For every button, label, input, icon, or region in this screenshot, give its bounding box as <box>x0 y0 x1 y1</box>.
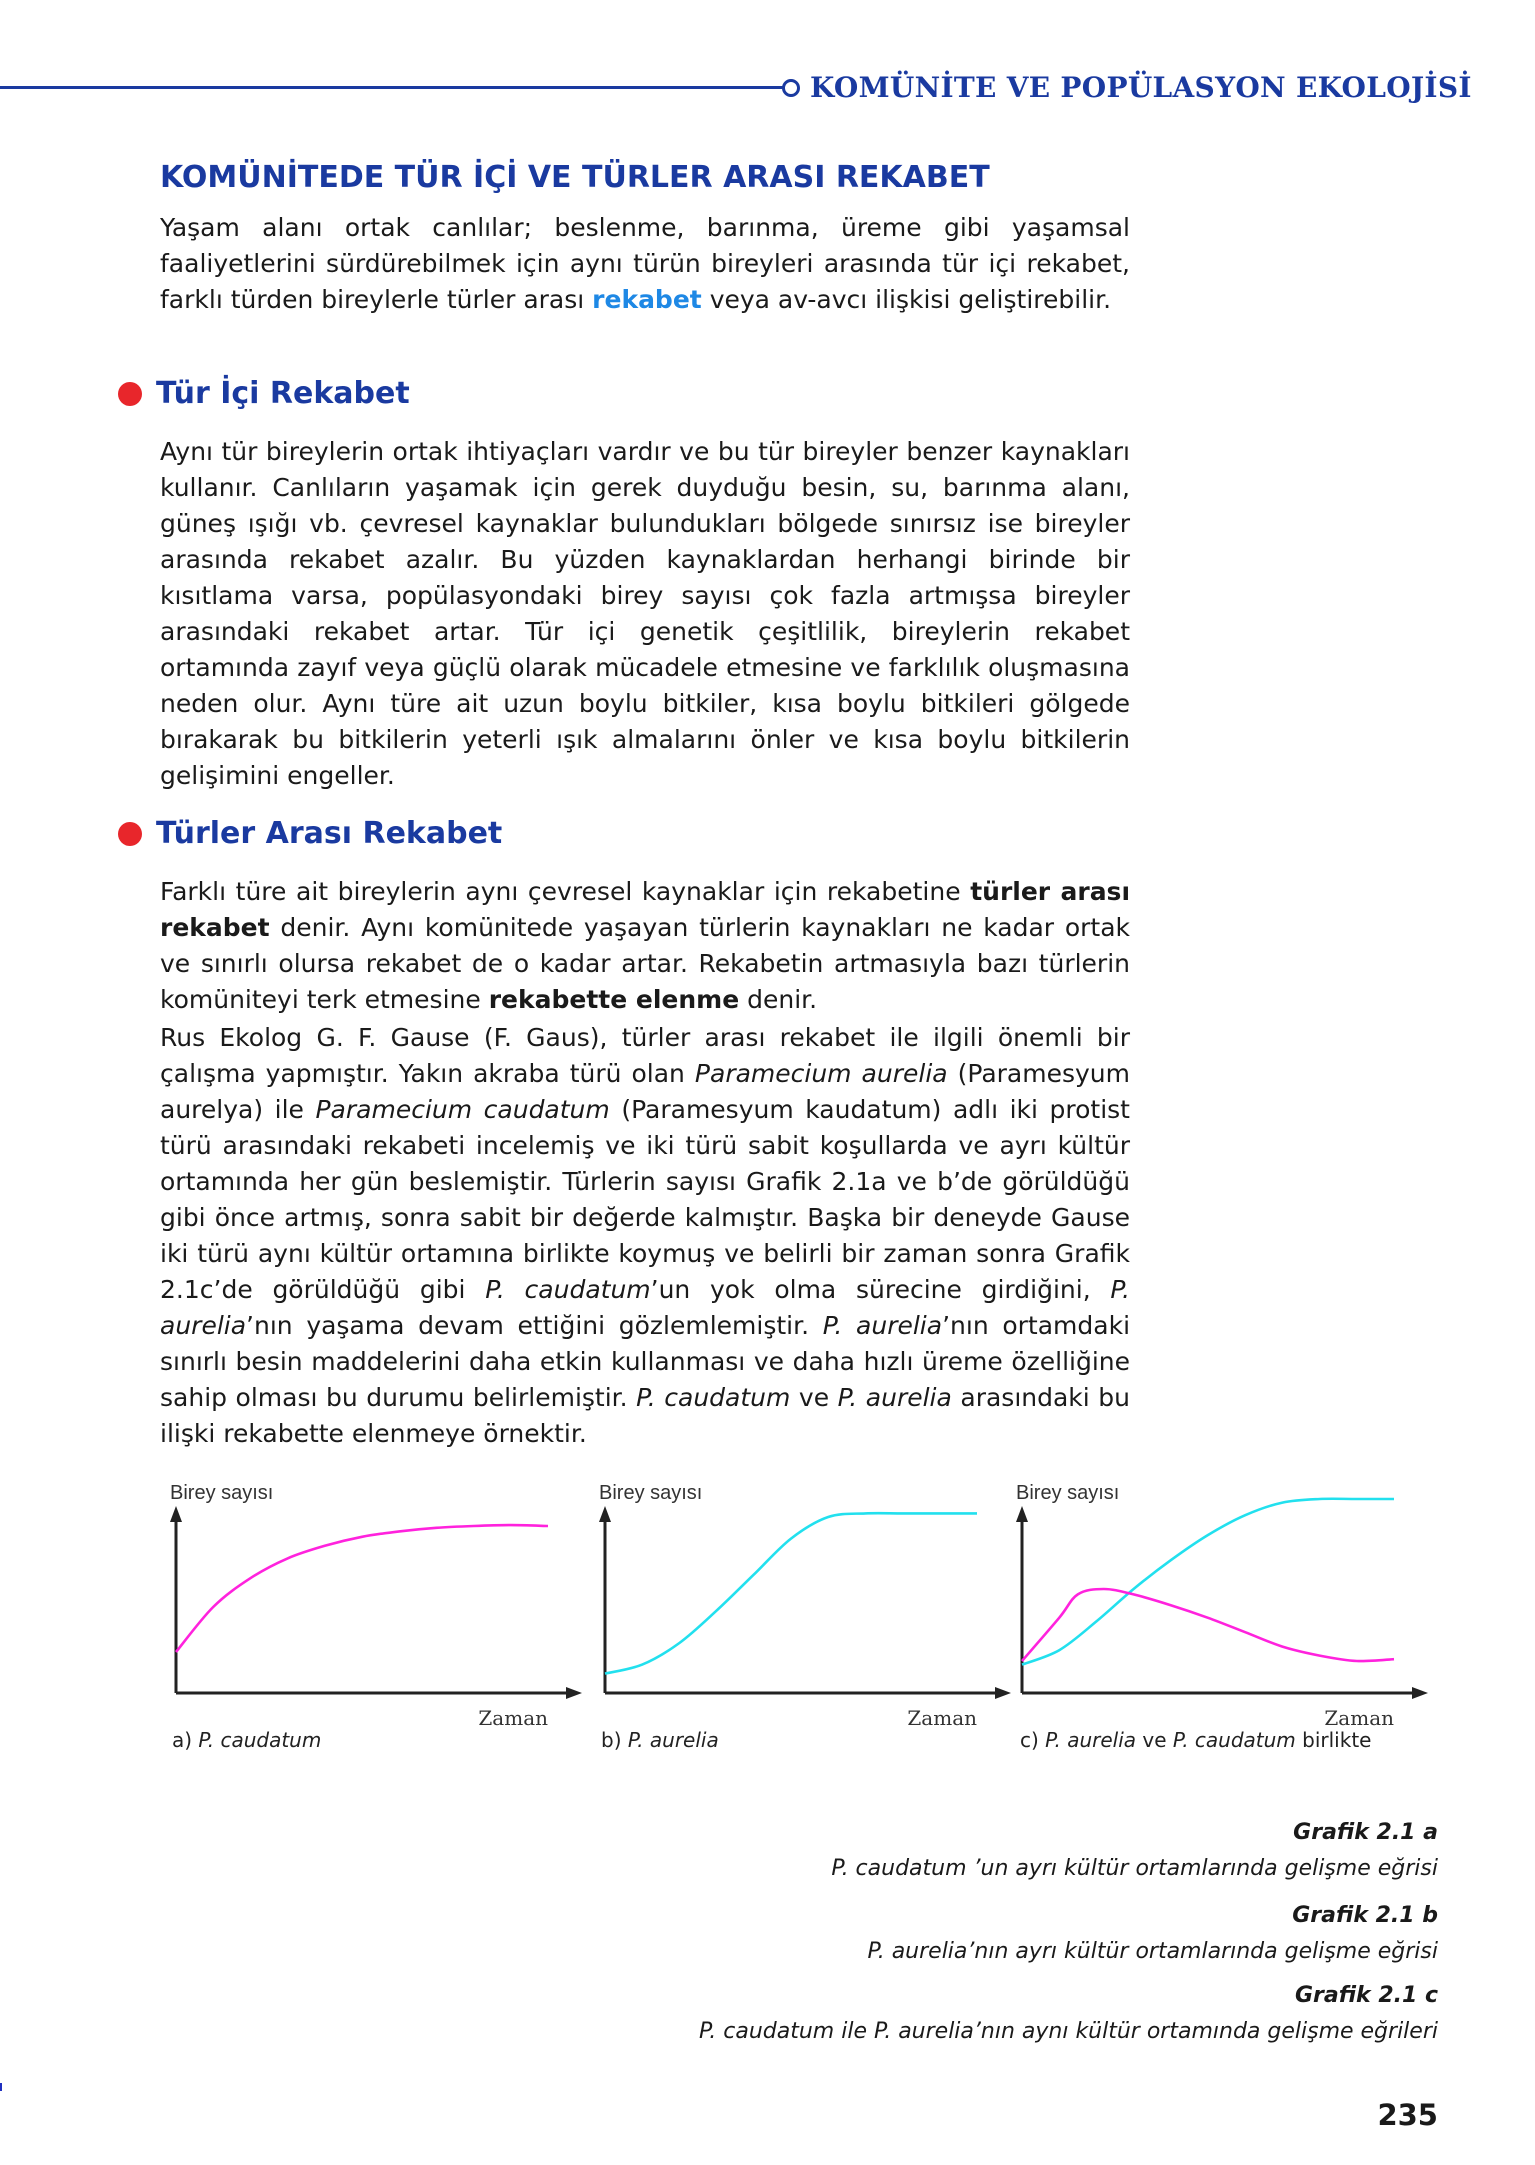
caption-a-title: Grafik 2.1 a <box>1293 1820 1438 1845</box>
caption-a-text: P. caudatum ’un ayrı kültür ortamlarında gelişme eğrisi <box>831 1856 1438 1881</box>
chart-b-svg <box>597 1470 1017 1760</box>
caption-c-title: Grafik 2.1 c <box>1294 1983 1438 2008</box>
x-axis-arrow-icon <box>1412 1687 1428 1699</box>
chart-c-conj: ve <box>1136 1728 1173 1752</box>
chart-a-prefix: a) <box>172 1728 193 1752</box>
chart-a <box>168 1470 588 1760</box>
species-name: P. aurelia <box>822 1311 943 1340</box>
caption-b-text: P. aurelia’nın ayrı kültür ortamlarında gelişme eğrisi <box>867 1939 1438 1964</box>
chart-b-label <box>601 1728 719 1752</box>
caption-c-text: P. caudatum ile P. aurelia’nın aynı kültür ortamında gelişme eğrileri <box>699 2019 1438 2044</box>
chart-c-svg <box>1014 1470 1434 1760</box>
x-axis-arrow-icon <box>995 1687 1011 1699</box>
text: ve <box>790 1383 838 1412</box>
tur-ici-paragraph: Aynı tür bireylerin ortak ihtiyaçları vardır ve bu tür bireyler benzer kaynakları kullanır. Canlıların yaşamak için gerek duyduğu besin, su, barınma alanı, güneş ışığı vb. çevresel kaynaklar bulundukları bölgede sınırsız ise bireyler arasında rekabet azalır. Bu yüzden kaynaklardan herhangi birinde bir kısıtlama varsa, popülasyondaki birey sayısı çok fazla artmışsa bireyler arasındaki rekabet artar. Tür içi genetik çeşitlilik, bireylerin rekabet ortamında zayıf veya güçlü olarak mücadele etmesine ve farklılık oluşmasına neden olur. Aynı türe ait uzun boylu bitkiler, kısa boylu bitkileri gölgede bırakarak bu bitkilerin yeterli ışık almalarını önler ve kısa boylu bitkilerin gelişimini engeller. <box>160 437 1130 790</box>
caption-b-title: Grafik 2.1 b <box>1292 1903 1438 1928</box>
intro-text-1: Yaşam alanı ortak canlılar; beslenme, barınma, üreme gibi yaşamsal faaliyetlerini sürdürebilmek için aynı türün bireyleri arasında tür içi rekabet, farklı türden bireylerle türler arası <box>160 213 1130 314</box>
chart-b <box>597 1470 1017 1760</box>
edge-mark <box>0 2083 2 2091</box>
text: (Paramesyum kaudatum) adlı iki protist türü arasındaki rekabeti incelemiş ve iki türü sabit koşullarda ve ayrı kültür ortamında her gün beslemiştir. Türlerin sayısı Grafik 2.1a ve b’de görüldüğü gibi önce artmış, sonra sabit bir değerde kalmıştır. Başka bir deneyde Gause iki türü aynı kültür ortamına birlikte koymuş ve belirli bir zaman sonra Grafik 2.1c’de görüldüğü gibi <box>160 1095 1130 1304</box>
chart-c-suffix: birlikte <box>1295 1728 1372 1752</box>
chart-a-svg <box>168 1470 588 1760</box>
text: Farklı türe ait bireylerin aynı çevresel kaynaklar için rekabetine <box>160 877 971 906</box>
bullet-dot-icon <box>118 382 142 406</box>
species-name: P. aurelia <box>837 1383 952 1412</box>
species-name: Paramecium caudatum <box>315 1095 610 1124</box>
header-rule <box>0 86 784 89</box>
species-name: P. aurelia <box>160 1275 1130 1340</box>
chart-c-ylabel: Birey sayısı <box>1016 1482 1120 1504</box>
text: arasındaki bu ilişki rekabette elenmeye örnektir. <box>160 1383 1130 1448</box>
header-circle-icon <box>782 79 800 97</box>
intro-paragraph <box>160 210 1130 318</box>
chart-b-species: P. aurelia <box>627 1728 719 1752</box>
text: denir. <box>739 985 818 1014</box>
chart-c-species-2: P. caudatum <box>1172 1728 1296 1752</box>
text: ’un yok olma sürecine girdiğini, <box>650 1275 1111 1304</box>
chart-b-ylabel: Birey sayısı <box>599 1482 703 1504</box>
chart-c-xlabel: Zaman <box>1324 1706 1394 1730</box>
series-line-p--aurelia <box>1022 1499 1394 1665</box>
chart-b-axes <box>599 1506 1011 1699</box>
subheading-tur-ici-label: Tür İçi Rekabet <box>156 376 410 411</box>
series-line-p--caudatum <box>1022 1589 1394 1661</box>
chart-a-species: P. caudatum <box>198 1728 322 1752</box>
intro-keyword-rekabet: rekabet <box>592 285 702 314</box>
page-number: 235 <box>1377 2098 1438 2132</box>
species-name: P. caudatum <box>485 1275 651 1304</box>
species-name: P. caudatum <box>636 1383 791 1412</box>
text: ’nın ortamdaki sınırlı besin maddelerini daha etkin kullanması ve daha hızlı üreme özelliğine sahip olması bu durumu belirlemiştir. <box>160 1311 1131 1412</box>
chart-b-xlabel: Zaman <box>907 1706 977 1730</box>
subheading-turler-arasi <box>118 816 502 851</box>
chart-a-ylabel: Birey sayısı <box>170 1482 274 1504</box>
chart-b-prefix: b) <box>601 1728 622 1752</box>
section-title: KOMÜNİTEDE TÜR İÇİ VE TÜRLER ARASI REKABET <box>160 160 990 195</box>
chart-c-axes <box>1016 1506 1428 1699</box>
chart-a-xlabel: Zaman <box>478 1706 548 1730</box>
gause-paragraph <box>160 1020 1130 1452</box>
text: denir. Aynı komünitede yaşayan türlerin kaynakları ne kadar ortak ve sınırlı olursa rekabet de o kadar artar. Rekabetin artmasıyla bazı türlerin komüniteyi terk etmesine <box>160 913 1130 1014</box>
y-axis-arrow-icon <box>599 1506 611 1522</box>
chart-c-species-1: P. aurelia <box>1045 1728 1137 1752</box>
chapter-header: KOMÜNİTE VE POPÜLASYON EKOLOJİSİ <box>810 71 1472 104</box>
x-axis-arrow-icon <box>566 1687 582 1699</box>
turler-arasi-paragraph-1 <box>160 874 1130 1018</box>
term-rekabette-elenme: rekabette elenme <box>488 985 740 1014</box>
series-line-p--aurelia <box>605 1513 977 1673</box>
text: ’nın yaşama devam ettiğini gözlemlemiştir. <box>246 1311 823 1340</box>
text: (Paramesyum aurelya) ile <box>160 1059 1130 1124</box>
term-turler-arasi-rekabet: türler arası rekabet <box>160 877 1131 942</box>
chart-a-label <box>172 1728 321 1752</box>
chart-c-label <box>1020 1728 1371 1752</box>
bullet-dot-icon <box>118 822 142 846</box>
chart-c <box>1014 1470 1434 1760</box>
subheading-turler-arasi-label: Türler Arası Rekabet <box>156 816 503 851</box>
subheading-tur-ici <box>118 376 410 411</box>
y-axis-arrow-icon <box>170 1506 182 1522</box>
species-name: Paramecium aurelia <box>694 1059 948 1088</box>
series-line-p--caudatum <box>176 1525 548 1652</box>
y-axis-arrow-icon <box>1016 1506 1028 1522</box>
intro-text-2: veya av-avcı ilişkisi geliştirebilir. <box>701 285 1112 314</box>
text: Rus Ekolog G. F. Gause (F. Gaus), türler arası rekabet ile ilgili önemli bir çalışma yapmıştır. Yakın akraba türü olan <box>160 1023 1130 1088</box>
chart-c-prefix: c) <box>1020 1728 1039 1752</box>
